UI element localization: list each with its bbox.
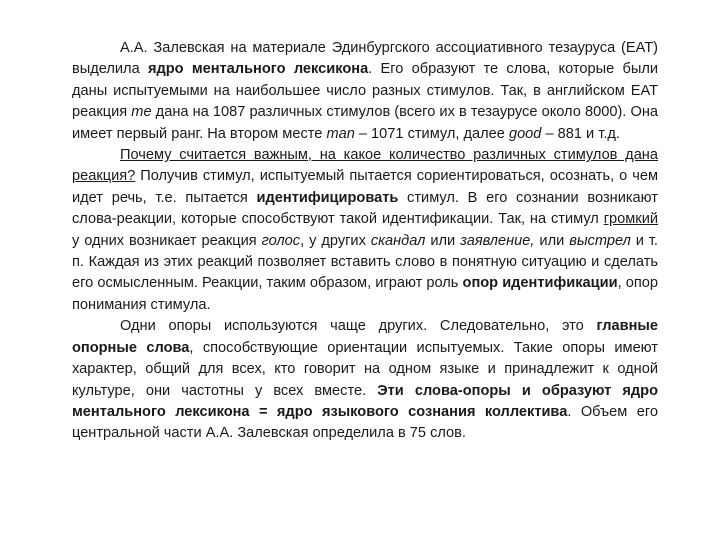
text-run: Одни опоры используются чаще других. Следовательно, это [120,318,597,335]
text-run: главные опорные слова [72,318,658,356]
text-run: скандал [370,232,426,249]
text-run: идентифицировать [256,189,399,206]
text-run: выстрел [569,232,631,249]
text-run: . Его образуют те слова, которые были даны испытуемыми на наибольшее число разных стимулов. Так, в английском ЕАТ реакция [72,61,658,121]
text-run: good [508,125,542,142]
text-run: man [326,125,355,142]
text-run: или [425,232,461,249]
text-run: Почему считается важным, на какое количество различных стимулов дана реакция? [72,147,658,185]
text-run: А.А. Залевская на материале Эдинбургского ассоциативного тезауруса (ЕАТ) выделила [72,40,658,78]
text-run: громкий [603,211,658,228]
text-run: , способствующие ориентации испытуемых. Такие опоры имеют характер, общий для всех, кто говорит на одном языке и принадлежит к одной культуре, они частотны у всех вместе. [72,339,658,399]
text-run: или [534,232,570,249]
text-run: дана на 1087 различных стимулов (всего их в тезаурусе около 8000). Она имеет первый ранг. На втором месте [72,104,659,142]
text-run: me [131,104,152,121]
paragraph-2 [72,145,658,316]
text-run: опор идентификации [462,275,618,292]
text-run: . Объем его центральной части А.А. Залевская определила в 75 слов. [72,403,658,442]
text-run: Эти слова-опоры и образуют ядро ментального лексикона = ядро языкового сознания коллектива [72,382,658,420]
paragraph-3 [72,316,658,444]
text-run: – 881 и т.д. [541,125,620,142]
text-run: стимул. В его сознании возникают слова-реакции, которые способствуют такой идентификации. Так, на стимул [72,189,658,228]
text-run: – 1071 стимул, далее [354,125,509,142]
text-run: ядро ментального лексикона [147,61,369,78]
text-run: Получив стимул, испытуемый пытается сориентироваться, осознать, о чем идет речь, т.е. пытается [72,168,658,206]
text-run: голос [261,232,301,249]
text-run: и т. п. Каждая из этих реакций позволяет вставить слово в понятную ситуацию и сделать его осмысленным. Реакции, таким образом, играют роль [72,232,658,292]
paragraph-1 [72,38,658,145]
text-run: , опор понимания стимула. [72,275,658,313]
text-run: заявление, [460,232,535,249]
text-run: , у других [300,232,371,249]
text-run: у одних возникает реакция [72,232,262,249]
